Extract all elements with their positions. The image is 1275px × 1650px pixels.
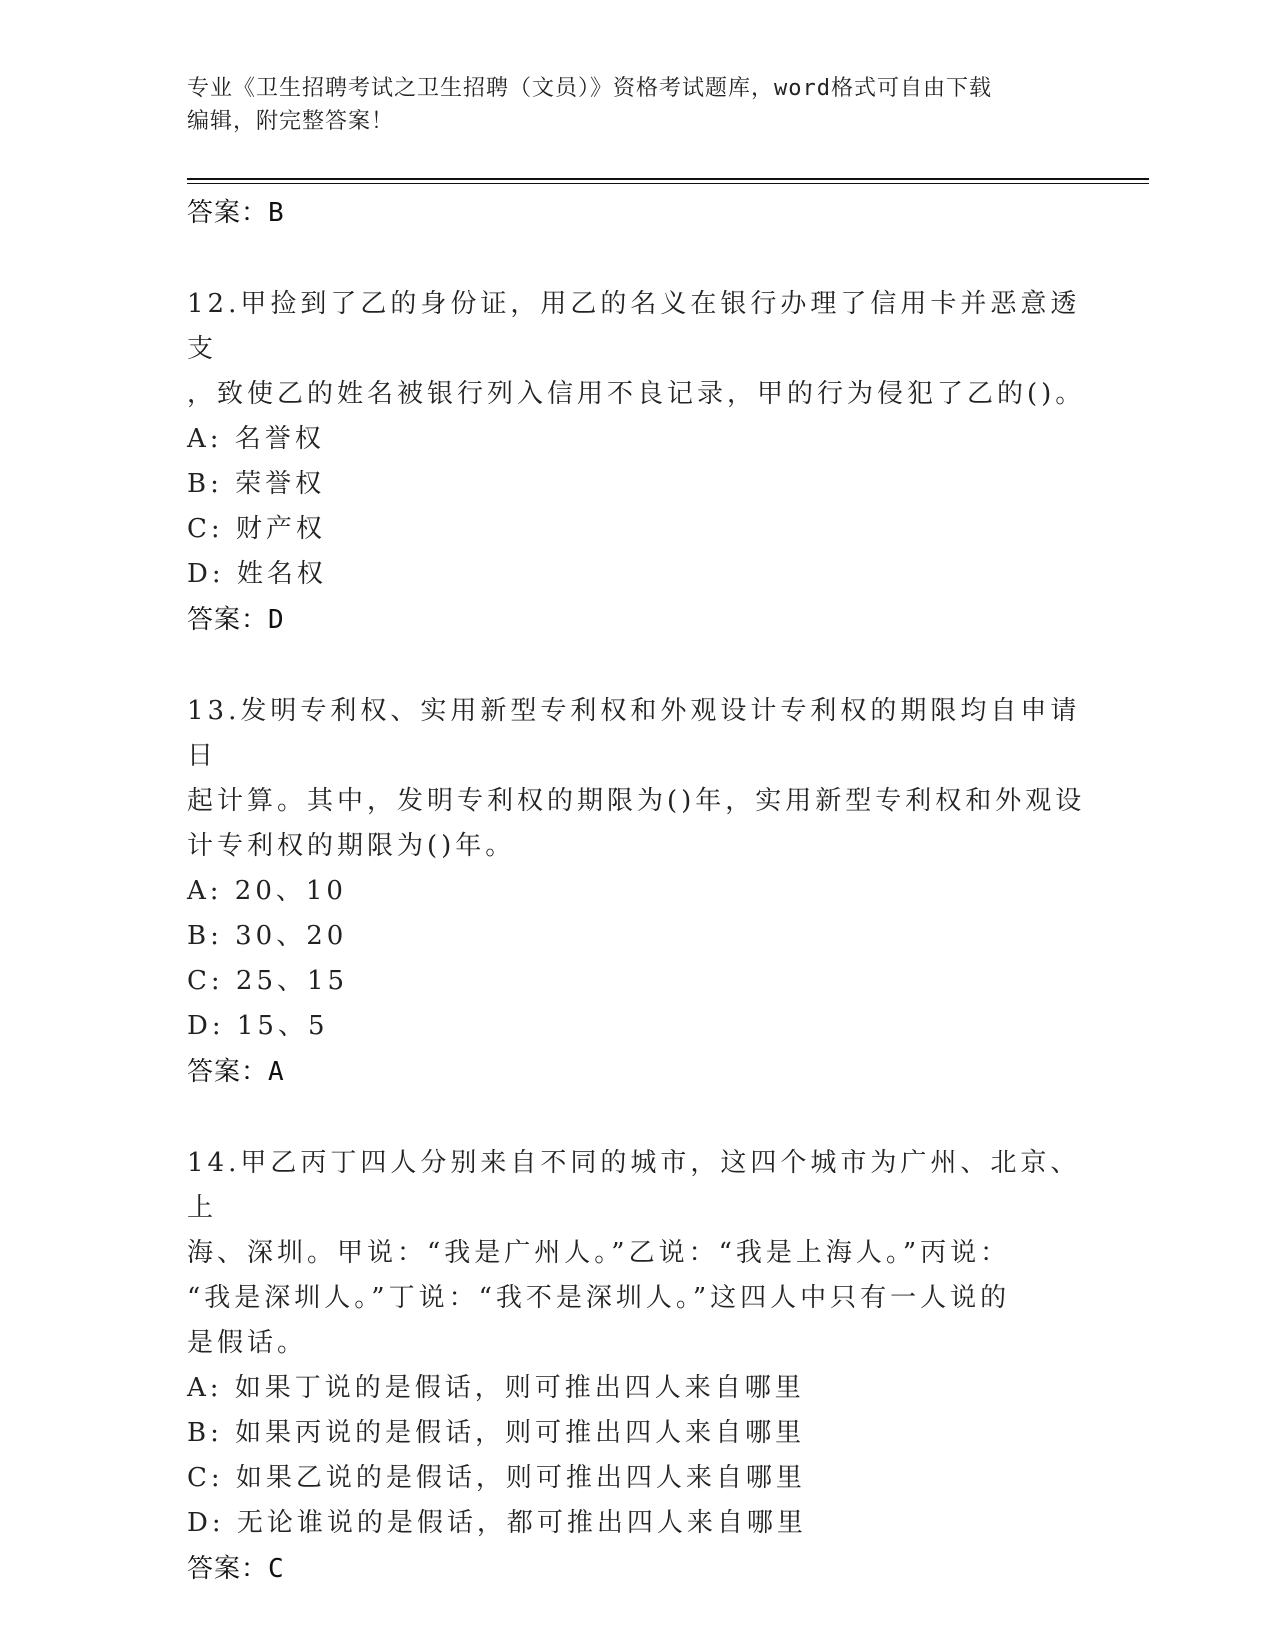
option-b: B: 30、20 <box>187 921 348 951</box>
question-stem-line: 海、深圳。甲说：“我是广州人。”乙说：“我是上海人。”丙说： <box>187 1238 1011 1268</box>
question-14 <box>187 1141 1087 1592</box>
question-stem-line: 12.甲捡到了乙的身份证，用乙的名义在银行办理了信用卡并恶意透支 <box>187 289 1081 364</box>
option-d: D: 姓名权 <box>187 559 327 589</box>
previous-answer: 答案：B <box>187 198 285 228</box>
question-stem-line: 计专利权的期限为()年。 <box>187 831 516 861</box>
header-line-1: 专业《卫生招聘考试之卫生招聘（文员）》资格考试题库，word格式可自由下载 <box>187 76 992 101</box>
option-a: A: 20、10 <box>187 876 347 906</box>
option-c: C: 25、15 <box>187 966 349 996</box>
option-b: B: 如果丙说的是假话，则可推出四人来自哪里 <box>187 1418 806 1448</box>
option-c: C: 如果乙说的是假话，则可推出四人来自哪里 <box>187 1463 806 1493</box>
question-stem-line: “我是深圳人。”丁说：“我不是深圳人。”这四人中只有一人说的 <box>187 1283 1011 1313</box>
option-d: D: 15、5 <box>187 1011 329 1041</box>
question-13 <box>187 689 1087 1095</box>
question-stem-line: ，致使乙的姓名被银行列入信用不良记录，甲的行为侵犯了乙的()。 <box>187 379 1086 409</box>
answer: 答案：D <box>187 605 285 635</box>
question-stem-line: 是假话。 <box>187 1328 308 1358</box>
page-header <box>187 72 1067 138</box>
question-stem-line: 14.甲乙丙丁四人分别来自不同的城市，这四个城市为广州、北京、上 <box>187 1148 1081 1223</box>
header-line-2: 编辑，附完整答案！ <box>187 109 395 134</box>
option-d: D: 无论谁说的是假话，都可推出四人来自哪里 <box>187 1508 807 1538</box>
document-body <box>187 190 1087 1592</box>
option-b: B: 荣誉权 <box>187 469 326 499</box>
option-a: A: 如果丁说的是假话，则可推出四人来自哪里 <box>187 1373 805 1403</box>
spacer <box>187 1095 1087 1141</box>
header-divider-thick <box>187 178 1149 180</box>
header-divider-thin <box>187 183 1149 184</box>
answer: 答案：A <box>187 1057 285 1087</box>
question-stem-line: 13.发明专利权、实用新型专利权和外观设计专利权的期限均自申请日 <box>187 696 1081 771</box>
option-c: C: 财产权 <box>187 514 326 544</box>
question-stem-line: 起计算。其中，发明专利权的期限为()年，实用新型专利权和外观设 <box>187 786 1086 816</box>
answer: 答案：C <box>187 1554 285 1584</box>
spacer <box>187 643 1087 689</box>
question-12 <box>187 282 1087 643</box>
option-a: A: 名誉权 <box>187 424 325 454</box>
spacer <box>187 236 1087 282</box>
